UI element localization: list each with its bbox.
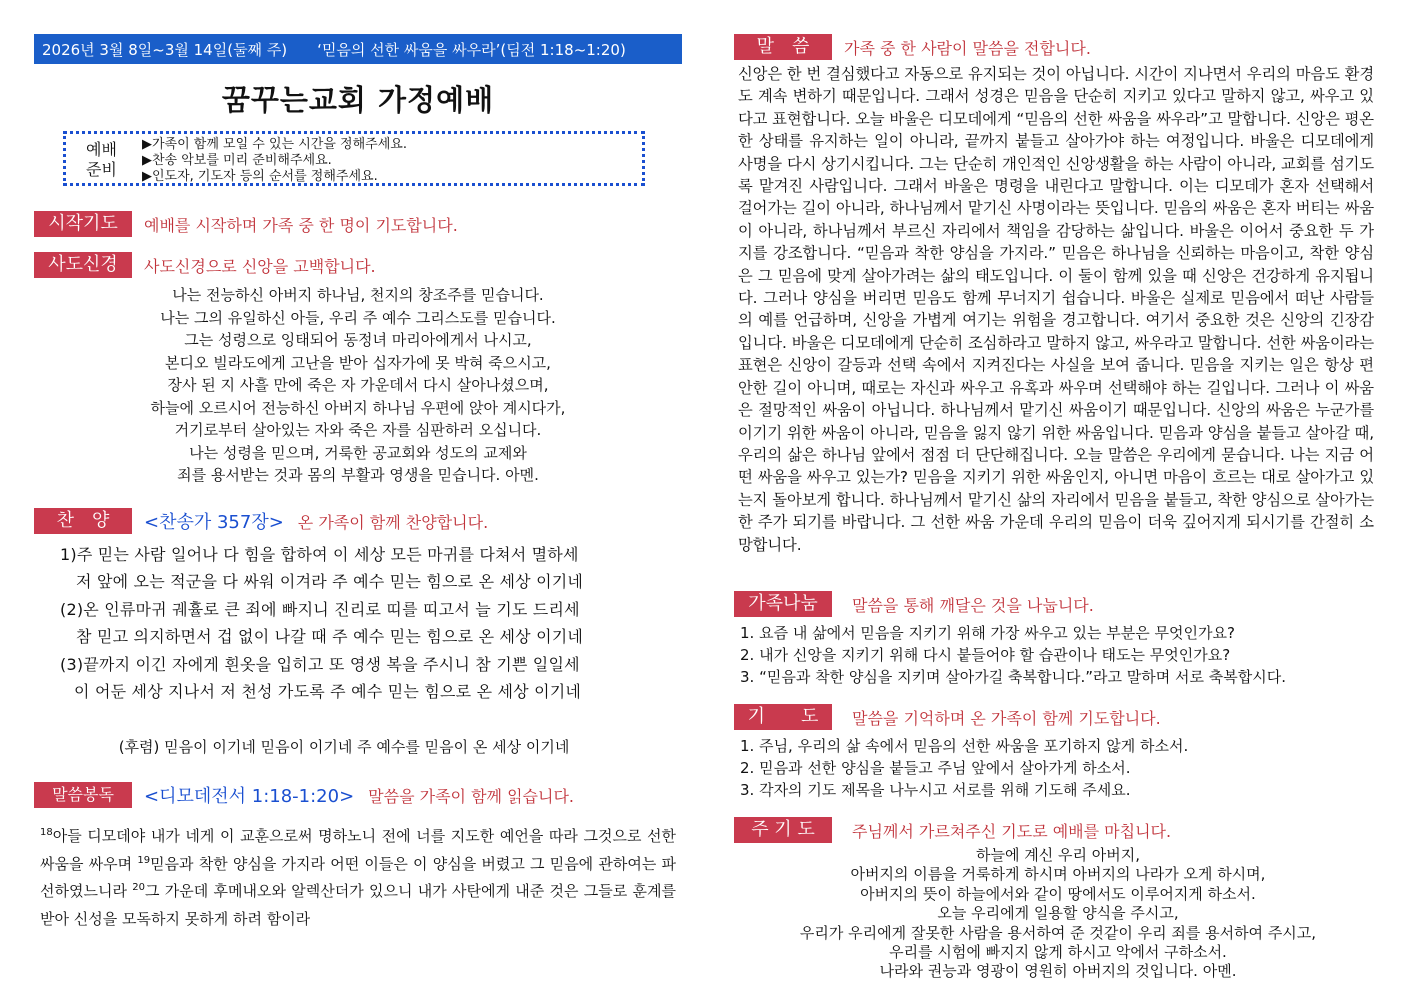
section-badge: 말 씀 <box>734 34 832 60</box>
hymn-number: <찬송가 357장> <box>144 512 284 533</box>
creed-line: 나는 전능하신 아버지 하나님, 천지의 창조주를 믿습니다. <box>172 286 544 304</box>
hymn-line: 참 믿고 의지하면서 겁 없이 나갈 때 주 예수 믿는 힘으로 온 세상 이기네 <box>76 627 584 647</box>
scripture-text <box>40 823 676 933</box>
prayer-line: 나라와 권능과 영광이 영원히 아버지의 것입니다. 아멘. <box>879 962 1237 981</box>
section-desc: 예배를 시작하며 가족 중 한 명이 기도합니다. <box>144 215 458 235</box>
hymn-lyrics <box>60 541 660 705</box>
apostles-creed <box>34 284 682 487</box>
creed-line: 거기로부터 살아있는 자와 죽은 자를 심판하러 오십니다. <box>174 421 542 439</box>
section-desc: 가족 중 한 사람이 말씀을 전합니다. <box>844 38 1091 58</box>
creed-line: 하늘에 오르시어 전능하신 아버지 하나님 우편에 앉아 계시다가, <box>150 398 566 417</box>
section-desc: 주님께서 가르쳐주신 기도로 예배를 마칩니다. <box>852 821 1172 841</box>
section-badge: 시작기도 <box>34 211 132 237</box>
prayer-line: 하늘에 계신 우리 아버지, <box>976 846 1140 864</box>
prayer-line: 오늘 우리에게 일용할 양식을 주시고, <box>937 904 1179 923</box>
creed-line: 죄를 용서받는 것과 몸의 부활과 영생을 믿습니다. 아멘. <box>177 466 539 484</box>
list-item: 1. 요즘 내 삶에서 믿음을 지키기 위해 가장 싸우고 있는 부분은 무엇인가요? <box>740 624 1235 642</box>
verse-text: 아들 디모데야 내가 네게 이 교훈으로써 명하노니 전에 너를 지도한 예언을 따라 그것으로 선한 싸움을 싸우며 <box>40 827 676 873</box>
list-item: 2. 믿음과 선한 양심을 붙들고 주님 앞에서 살아가게 하소서. <box>740 759 1131 777</box>
section-badge: 찬 양 <box>34 508 132 534</box>
list-item: 1. 주님, 우리의 삶 속에서 믿음의 선한 싸움을 포기하지 않게 하소서. <box>740 737 1189 755</box>
creed-line: 장사 된 지 사흘 만에 죽은 자 가운데서 다시 살아나셨으며, <box>167 376 549 394</box>
hymn-line: 1)주 믿는 사람 일어나 다 힘을 합하여 이 세상 모든 마귀를 다쳐서 멸하세 <box>60 545 579 564</box>
header-bar <box>34 34 682 64</box>
section-desc: 말씀을 기억하며 온 가족이 함께 기도합니다. <box>852 708 1161 728</box>
hymn-line: (2)온 인류마귀 궤휼로 큰 죄에 빠지니 진리로 띠를 띠고서 늘 기도 드리세 <box>60 599 580 619</box>
list-item: 2. 내가 신앙을 지키기 위해 다시 붙들어야 할 습관이나 태도는 무엇인가요? <box>740 646 1231 664</box>
hymn-header <box>34 508 488 534</box>
sharing-questions <box>740 622 1286 688</box>
hymn-chorus: (후렴) 믿음이 이기네 믿음이 이기네 주 예수를 믿음이 온 세상 이기네 <box>118 738 570 756</box>
creed-line: 나는 그의 유일하신 아들, 우리 주 예수 그리스도를 믿습니다. <box>160 308 556 327</box>
sharing-header <box>734 591 1094 617</box>
section-badge: 말씀봉독 <box>34 782 132 808</box>
section-badge: 기 도 <box>734 704 832 730</box>
section-desc: 온 가족이 함께 찬양합니다. <box>297 512 489 532</box>
worship-prep-label: 예배 준비 <box>86 140 117 179</box>
verse-number: 19 <box>137 854 151 866</box>
section-desc: 말씀을 가족이 함께 읽습니다. <box>368 786 574 806</box>
verse-text: 믿음과 착한 양심을 가지라 어떤 이들은 이 양심을 버렸고 그 믿음에 관하여는 파선하였느니라 <box>40 854 676 900</box>
list-item: 3. “믿음과 착한 양심을 지키며 살아가길 축복합니다.”라고 말하며 서로 축복합시다. <box>740 668 1286 686</box>
worship-prep-box <box>63 131 645 186</box>
prayer-line: 우리를 시험에 빠지지 않게 하시고 악에서 구하소서. <box>889 943 1227 962</box>
prayer-line: 아버지의 뜻이 하늘에서와 같이 땅에서도 이루어지게 하소서. <box>860 884 1256 903</box>
prayer-line: 아버지의 이름을 거룩하게 하시며 아버지의 나라가 오게 하시며, <box>850 865 1266 884</box>
section-desc: 말씀을 통해 깨달은 것을 나눕니다. <box>852 595 1094 615</box>
section-desc: 사도신경으로 신앙을 고백합니다. <box>144 256 376 276</box>
creed-line: 나는 성령을 믿으며, 거룩한 공교회와 성도의 교제와 <box>189 443 527 462</box>
prayer-line: 우리가 우리에게 잘못한 사람을 용서하여 준 것같이 우리 죄를 용서하여 주시고, <box>799 923 1317 942</box>
sermon-theme: ‘믿음의 선한 싸움을 싸우라’(딤전 1:18~1:20) <box>317 40 626 59</box>
opening-prayer-header <box>34 211 458 237</box>
lords-prayer-text <box>734 846 1382 982</box>
section-badge: 사도신경 <box>34 252 132 278</box>
page-title: 꿈꾸는교회 가정예배 <box>221 83 495 117</box>
scripture-reference: <디모데전서 1:18-1:20> <box>144 786 355 807</box>
worship-prep-list <box>142 137 407 185</box>
creed-line: 본디오 빌라도에게 고난을 받아 십자가에 못 박혀 죽으시고, <box>165 353 551 372</box>
reading-header <box>34 782 574 808</box>
prep-item: ▶인도자, 기도자 등의 순서를 정해주세요. <box>142 169 378 184</box>
hymn-line: 이 어둔 세상 지나서 저 천성 가도록 주 예수 믿는 힘으로 온 세상 이기네 <box>74 682 582 702</box>
prep-item: ▶찬송 악보를 미리 준비해주세요. <box>142 153 332 168</box>
list-item: 3. 각자의 기도 제목을 나누시고 서로를 위해 기도해 주세요. <box>740 781 1131 799</box>
verse-number: 18 <box>40 827 53 838</box>
sermon-text: 신앙은 한 번 결심했다고 자동으로 유지되는 것이 아닙니다. 시간이 지나면서 우리의 마음도 환경도 계속 변하기 때문입니다. 그래서 성경은 믿음을 단순히 지키고 있다고 말하지 않고, 싸우고 있다고 표현합니다. 오늘 바울은 디모데에게 “믿음의 선한 싸움을 싸우라”고 말합니다. 신앙은 평온한 상태를 유지하는 일이 아니라, 끝까지 붙들고 살아가야 하는 여정입니다. 바울은 디모데에게 사명을 다시 상기시킵니다. 그는 단순히 개인적인 신앙생활을 하는 사람이 아니라, 교회를 섬기도록 맡겨진 사람입니다. 그래서 바울은 명령을 내린다고 말합니다. 이는 디모데가 혼자 선택해서 걸어가는 길이 아니라, 하나님께서 맡기신 사명이라는 뜻입니다. 믿음의 싸움은 혼자 버티는 싸움이 아니라, 하나님께서 부르신 자리에서 책임을 감당하는 삶입니다. 바울은 이어서 중요한 두 가지를 강조합니다. “믿음과 착한 양심을 가지라.” 믿음은 하나님을 신뢰하는 마음이고, 착한 양심은 그 믿음에 맞게 살아가려는 삶의 태도입니다. 이 둘이 함께 있을 때 신앙은 건강하게 유지됩니다. 그러나 양심을 버리면 믿음도 함께 무너지기 쉽습니다. 바울은 실제로 믿음에서 떠난 사람들의 예를 언급하며, 신앙을 가볍게 여기는 위험을 경고합니다. 여기서 중요한 것은 신앙의 긴장감입니다. 바울은 디모데에게 단순히 조심하라고 말하지 않고, 싸우라고 말합니다. 선한 싸움이라는 표현은 신앙이 갈등과 선택 속에서 지켜진다는 사실을 보여 줍니다. 믿음을 지키는 일은 항상 편안한 길이 아니며, 때로는 자신과 싸우고 유혹과 싸우며 선택해야 하는 길입니다. 그러나 이 싸움은 절망적인 싸움이 아닙니다. 하나님께서 맡기신 싸움이기 때문입니다. 신앙의 싸움은 누군가를 이기기 위한 싸움이 아니라, 믿음을 잃지 않기 위한 싸움입니다. 믿음과 양심을 붙들고 살아갈 때, 우리의 삶은 하나님 앞에서 점점 더 단단해집니다. 오늘 말씀은 우리에게 묻습니다. 나는 지금 어떤 싸움을 싸우고 있는가? 믿음을 지키기 위한 싸움인지, 아니면 마음이 흐르는 대로 살아가고 있는지 돌아보게 합니다. 하나님께서 맡기신 삶의 자리에서 믿음을 붙들고, 착한 양심으로 살아가는 한 주가 되기를 바랍니다. 그 선한 싸움 가운데 우리의 믿음이 더욱 깊어지게 되시기를 간절히 소망합니다. <box>738 65 1374 554</box>
creed-header <box>34 252 376 278</box>
date-range: 2026년 3월 8일~3월 14일(둘째 주) <box>42 40 288 59</box>
creed-line: 그는 성령으로 잉태되어 동정녀 마리아에게서 나시고, <box>184 331 532 349</box>
prep-item: ▶가족이 함께 모일 수 있는 시간을 정해주세요. <box>142 137 407 152</box>
sermon-header <box>734 34 1091 60</box>
prayer-items <box>740 735 1188 801</box>
section-badge: 주 기 도 <box>734 817 832 843</box>
section-badge: 가족나눔 <box>734 591 832 617</box>
prayer-header <box>734 704 1161 730</box>
hymn-line: 저 앞에 오는 적군을 다 싸워 이겨라 주 예수 믿는 힘으로 온 세상 이기네 <box>76 572 584 592</box>
verse-text: 그 가운데 후메내오와 알렉산더가 있으니 내가 사탄에게 내준 것은 그들로 훈계를 받아 신성을 모독하지 못하게 하려 함이라 <box>40 882 676 928</box>
hymn-line: (3)끝까지 이긴 자에게 흰옷을 입히고 또 영생 복을 주시니 참 기쁜 일일세 <box>60 654 580 674</box>
verse-number: 20 <box>132 882 145 893</box>
lords-prayer-header <box>734 817 1171 843</box>
